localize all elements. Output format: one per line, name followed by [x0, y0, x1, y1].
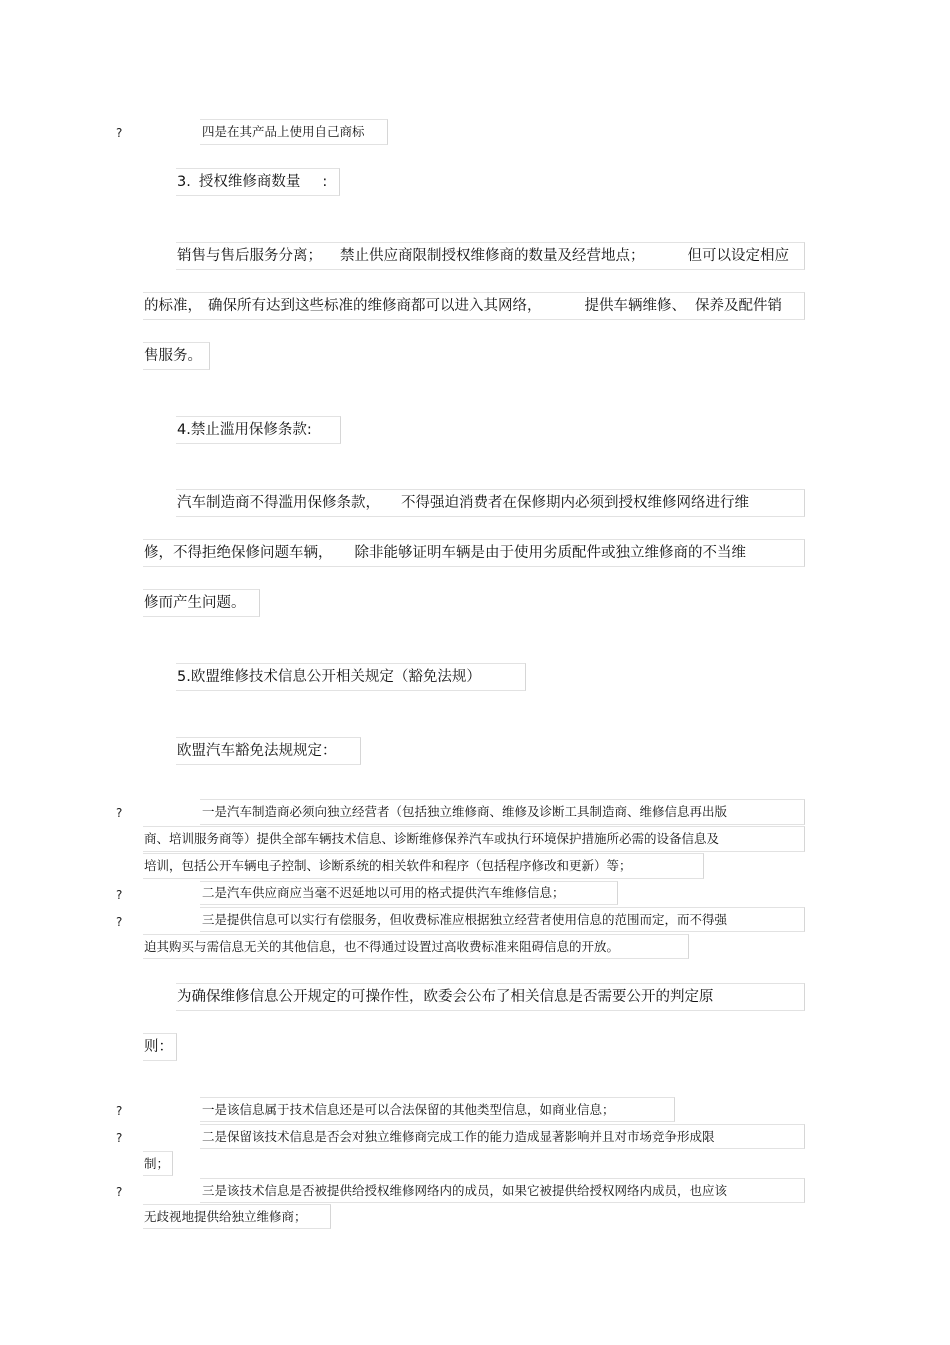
text-span: 提供车辆维修、	[584, 298, 686, 314]
text-line: 修而产生问题。	[144, 595, 246, 611]
text-line: 无歧视地提供给独立维修商；	[144, 1209, 307, 1224]
text-span: 销售与售后服务分离；	[177, 248, 322, 264]
text-line: 售服务。	[144, 348, 202, 364]
section-heading: 5.欧盟维修技术信息公开相关规定（豁免法规）	[177, 669, 481, 685]
text-line: 一是该信息属于技术信息还是可以合法保留的其他类型信息，如商业信息；	[202, 1102, 615, 1117]
text-line: 三是该技术信息是否被提供给授权维修网络内的成员，如果它被提供给授权网络内成员，也应该	[202, 1183, 728, 1198]
text-span: 不得强迫消费者在保修期内必须到授权维修网络进行维	[401, 495, 749, 511]
text-line: 迫其购买与需信息无关的其他信息，也不得通过设置过高收费标准来阻碍信息的开放。	[144, 939, 620, 954]
text-span: 除非能够证明车辆是由于使用劣质配件或独立维修商的不当维	[354, 545, 746, 561]
text-line	[177, 249, 789, 264]
text-line: 二是保留该技术信息是否会对独立维修商完成工作的能力造成显著影响并且对市场竞争形成限	[202, 1129, 715, 1144]
bullet-marker: ?	[116, 1104, 123, 1118]
text-line: 培训，包括公开车辆电子控制、诊断系统的相关软件和程序（包括程序修改和更新）等；	[144, 858, 632, 873]
text-line	[144, 546, 746, 561]
bullet-marker: ?	[116, 915, 123, 929]
bullet-marker: ?	[116, 126, 123, 140]
section-heading: 4.禁止滥用保修条款:	[177, 422, 312, 438]
text-span: 但可以设定相应	[687, 248, 789, 264]
text-line: 一是汽车制造商必须向独立经营者（包括独立维修商、维修及诊断工具制造商、维修信息再出版	[202, 804, 728, 819]
bullet-marker: ?	[116, 888, 123, 902]
text-span: 保养及配件销	[695, 298, 782, 314]
text-line: 为确保维修信息公开规定的可操作性，欧委会公布了相关信息是否需要公开的判定原	[177, 989, 714, 1005]
heading-text: 授权维修商数量	[198, 174, 301, 190]
text-line: 则：	[144, 1039, 173, 1055]
text-line: 二是汽车供应商应当毫不迟延地以可用的格式提供汽车维修信息；	[202, 885, 565, 900]
heading-colon: :	[322, 174, 328, 190]
text-line: 商、培训服务商等）提供全部车辆技术信息、诊断维修保养汽车或执行环境保护措施所必需的设备信息及	[144, 831, 720, 846]
text-line: 三是提供信息可以实行有偿服务，但收费标准应根据独立经营者使用信息的范围而定，而不得强	[202, 912, 728, 927]
text-span: 的标准，	[144, 298, 202, 314]
bullet-marker: ?	[116, 806, 123, 820]
text-line	[177, 496, 749, 511]
text-span: 禁止供应商限制授权维修商的数量及经营地点；	[340, 248, 645, 264]
text-line: 四是在其产品上使用自己商标	[202, 124, 365, 139]
bullet-marker: ?	[116, 1131, 123, 1145]
text-line: 制；	[144, 1156, 170, 1171]
text-span: 修，不得拒绝保修问题车辆，	[144, 545, 333, 561]
section-heading	[177, 175, 327, 190]
heading-number: 3.	[177, 174, 191, 190]
bullet-marker: ?	[116, 1185, 123, 1199]
text-span: 确保所有达到这些标准的维修商都可以进入其网络，	[208, 298, 542, 314]
text-line: 欧盟汽车豁免法规规定：	[177, 743, 337, 759]
text-line	[144, 299, 782, 314]
text-span: 汽车制造商不得滥用保修条款，	[177, 495, 380, 511]
